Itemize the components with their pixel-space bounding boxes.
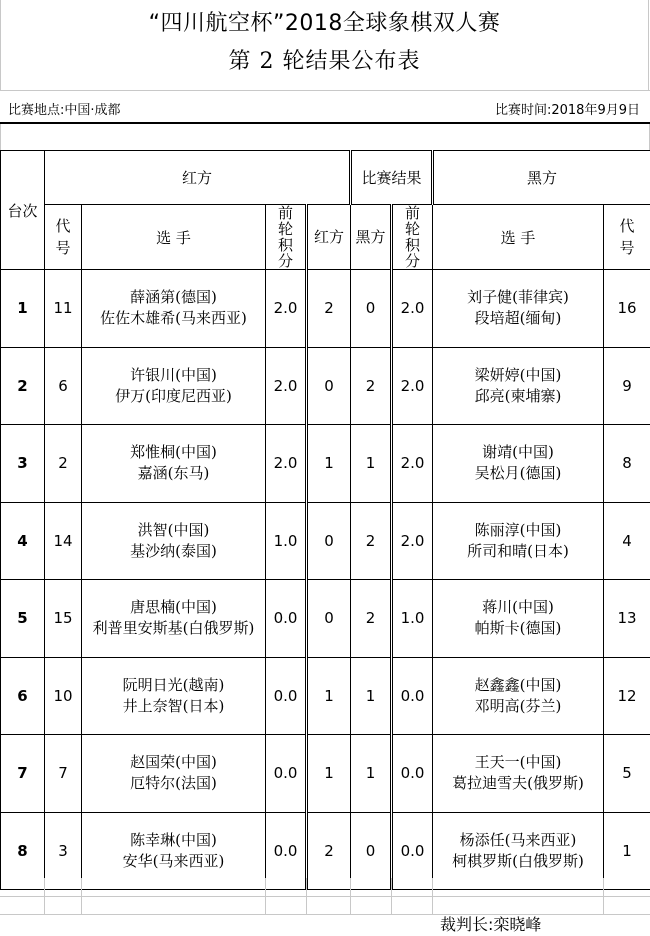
header-black-code: 代号 — [604, 205, 650, 270]
black-player-name: 所司和晴(日本) — [467, 541, 569, 560]
header-result: 比赛结果 — [351, 151, 433, 205]
red-player-name: 利普里安斯基(白俄罗斯) — [92, 619, 255, 638]
black-code: 5 — [604, 735, 650, 813]
header-black-prev-score: 前轮积分 — [392, 205, 433, 270]
red-players — [82, 425, 266, 503]
table-number: 1 — [1, 270, 45, 348]
black-prev-score: 2.0 — [392, 347, 433, 425]
black-player-name: 邱亮(柬埔寨) — [474, 386, 562, 405]
black-player-name: 杨添任(马来西亚) — [459, 830, 577, 849]
red-code: 6 — [45, 347, 82, 425]
grid-line — [432, 878, 433, 896]
grid-line — [44, 896, 45, 914]
red-player-name: 基沙纳(泰国) — [130, 541, 217, 560]
chief-judge: 裁判长:栾晓峰 — [440, 915, 542, 934]
red-players — [82, 735, 266, 813]
black-player-name: 邓明高(芬兰) — [474, 696, 562, 715]
red-player-name: 安华(马来西亚) — [122, 851, 225, 870]
black-player-name: 段培超(缅甸) — [474, 309, 562, 328]
table-number: 5 — [1, 580, 45, 658]
result-black: 2 — [351, 347, 392, 425]
black-code: 16 — [604, 270, 650, 348]
black-prev-score: 0.0 — [392, 657, 433, 735]
table-number: 4 — [1, 502, 45, 580]
red-players — [82, 347, 266, 425]
black-player-name: 帕斯卡(德国) — [474, 619, 562, 638]
red-code: 10 — [45, 657, 82, 735]
footer — [0, 878, 650, 936]
black-prev-score: 2.0 — [392, 425, 433, 503]
grid-line — [350, 896, 351, 914]
black-prev-score: 0.0 — [392, 735, 433, 813]
result-red: 0 — [307, 347, 351, 425]
result-red: 0 — [307, 580, 351, 658]
header-result-black: 黑方 — [351, 205, 392, 270]
header-result-red: 红方 — [307, 205, 351, 270]
red-player-name: 洪智(中国) — [137, 520, 210, 539]
grid-line — [391, 896, 392, 914]
black-player-name: 蒋川(中国) — [482, 598, 554, 617]
header-red-code: 代号 — [45, 205, 82, 270]
grid-line — [603, 896, 604, 914]
footer-grid-row — [0, 896, 650, 915]
table-number: 2 — [1, 347, 45, 425]
black-code: 1 — [604, 812, 650, 890]
header-red-prev-score: 前轮积分 — [266, 205, 307, 270]
red-players — [82, 270, 266, 348]
black-player-name: 谢靖(中国) — [482, 443, 554, 462]
black-players — [433, 502, 604, 580]
black-code: 8 — [604, 425, 650, 503]
result-red: 1 — [307, 735, 351, 813]
table-row — [1, 270, 650, 348]
header-black-player: 选 手 — [433, 205, 604, 270]
spacer — [0, 124, 650, 150]
red-player-name: 郑惟桐(中国) — [130, 443, 217, 462]
red-player-name: 薛涵第(德国) — [130, 288, 217, 307]
table-number: 7 — [1, 735, 45, 813]
table-number: 3 — [1, 425, 45, 503]
red-code: 15 — [45, 580, 82, 658]
result-black: 2 — [351, 502, 392, 580]
table-row — [1, 735, 650, 813]
grid-line — [44, 878, 45, 896]
black-code: 4 — [604, 502, 650, 580]
page-title: “四川航空杯”2018全球象棋双人赛 — [148, 11, 501, 36]
red-players — [82, 580, 266, 658]
result-black: 1 — [351, 425, 392, 503]
grid-line — [391, 878, 392, 896]
date-text: 比赛时间:2018年9月9日 — [494, 103, 640, 118]
grid-line — [265, 896, 266, 914]
red-prev-score: 0.0 — [266, 812, 307, 890]
info-bar — [0, 90, 650, 124]
header-table-no: 台次 — [1, 151, 45, 270]
red-player-name: 陈幸琳(中国) — [130, 830, 217, 849]
grid-line — [306, 896, 307, 914]
black-player-name: 刘子健(菲律宾) — [467, 288, 569, 307]
red-code: 7 — [45, 735, 82, 813]
red-player-name: 阮明日光(越南) — [122, 675, 225, 694]
grid-line — [81, 878, 82, 896]
black-code: 9 — [604, 347, 650, 425]
red-player-name: 许银川(中国) — [130, 365, 217, 384]
red-code: 2 — [45, 425, 82, 503]
black-players — [433, 347, 604, 425]
table-row — [1, 502, 650, 580]
results-table — [0, 150, 650, 890]
black-player-name: 吴松月(德国) — [474, 464, 562, 483]
table-number: 8 — [1, 812, 45, 890]
table-row — [1, 347, 650, 425]
red-player-name: 井上奈智(日本) — [122, 696, 225, 715]
grid-line — [350, 878, 351, 896]
black-code: 12 — [604, 657, 650, 735]
red-prev-score: 2.0 — [266, 270, 307, 348]
black-player-name: 葛拉迪雪夫(俄罗斯) — [452, 774, 584, 793]
black-prev-score: 2.0 — [392, 502, 433, 580]
black-player-name: 王天一(中国) — [474, 753, 562, 772]
black-player-name: 赵鑫鑫(中国) — [474, 675, 562, 694]
red-players — [82, 502, 266, 580]
black-code: 13 — [604, 580, 650, 658]
round-subtitle: 第 2 轮结果公布表 — [228, 49, 421, 74]
red-prev-score: 2.0 — [266, 347, 307, 425]
footer-grid-row — [0, 878, 650, 897]
black-players — [433, 270, 604, 348]
result-red: 1 — [307, 425, 351, 503]
red-players — [82, 657, 266, 735]
result-black: 0 — [351, 270, 392, 348]
header-red-side: 红方 — [45, 151, 351, 205]
red-code: 3 — [45, 812, 82, 890]
black-prev-score: 1.0 — [392, 580, 433, 658]
red-prev-score: 0.0 — [266, 580, 307, 658]
black-players — [433, 657, 604, 735]
red-code: 11 — [45, 270, 82, 348]
red-prev-score: 2.0 — [266, 425, 307, 503]
red-player-name: 赵国荣(中国) — [130, 753, 217, 772]
red-player-name: 伊万(印度尼西亚) — [115, 386, 232, 405]
grid-line — [603, 878, 604, 896]
red-prev-score: 0.0 — [266, 657, 307, 735]
result-red: 0 — [307, 502, 351, 580]
header-black-side: 黑方 — [433, 151, 650, 205]
red-player-name: 佐佐木雄希(马来西亚) — [100, 309, 247, 328]
grid-line — [81, 896, 82, 914]
header — [0, 0, 649, 90]
red-player-name: 嘉涵(东马) — [137, 464, 210, 483]
result-black: 1 — [351, 735, 392, 813]
red-player-name: 唐思楠(中国) — [130, 598, 217, 617]
grid-line — [265, 878, 266, 896]
black-player-name: 梁妍婷(中国) — [474, 365, 562, 384]
venue-text: 比赛地点:中国·成都 — [8, 103, 121, 118]
table-row — [1, 657, 650, 735]
black-players — [433, 735, 604, 813]
black-player-name: 柯棋罗斯(白俄罗斯) — [452, 851, 584, 870]
table-row — [1, 580, 650, 658]
black-players — [433, 580, 604, 658]
grid-line — [306, 878, 307, 896]
result-red: 1 — [307, 657, 351, 735]
red-prev-score: 1.0 — [266, 502, 307, 580]
result-black: 0 — [351, 812, 392, 890]
red-code: 14 — [45, 502, 82, 580]
grid-line — [432, 896, 433, 914]
table-row — [1, 425, 650, 503]
table-number: 6 — [1, 657, 45, 735]
result-red: 2 — [307, 270, 351, 348]
black-player-name: 陈丽淳(中国) — [474, 520, 562, 539]
result-red: 2 — [307, 812, 351, 890]
result-black: 2 — [351, 580, 392, 658]
black-players — [433, 425, 604, 503]
header-red-player: 选 手 — [82, 205, 266, 270]
black-prev-score: 2.0 — [392, 270, 433, 348]
red-prev-score: 0.0 — [266, 735, 307, 813]
black-prev-score: 0.0 — [392, 812, 433, 890]
result-black: 1 — [351, 657, 392, 735]
red-player-name: 厄特尔(法国) — [130, 774, 217, 793]
